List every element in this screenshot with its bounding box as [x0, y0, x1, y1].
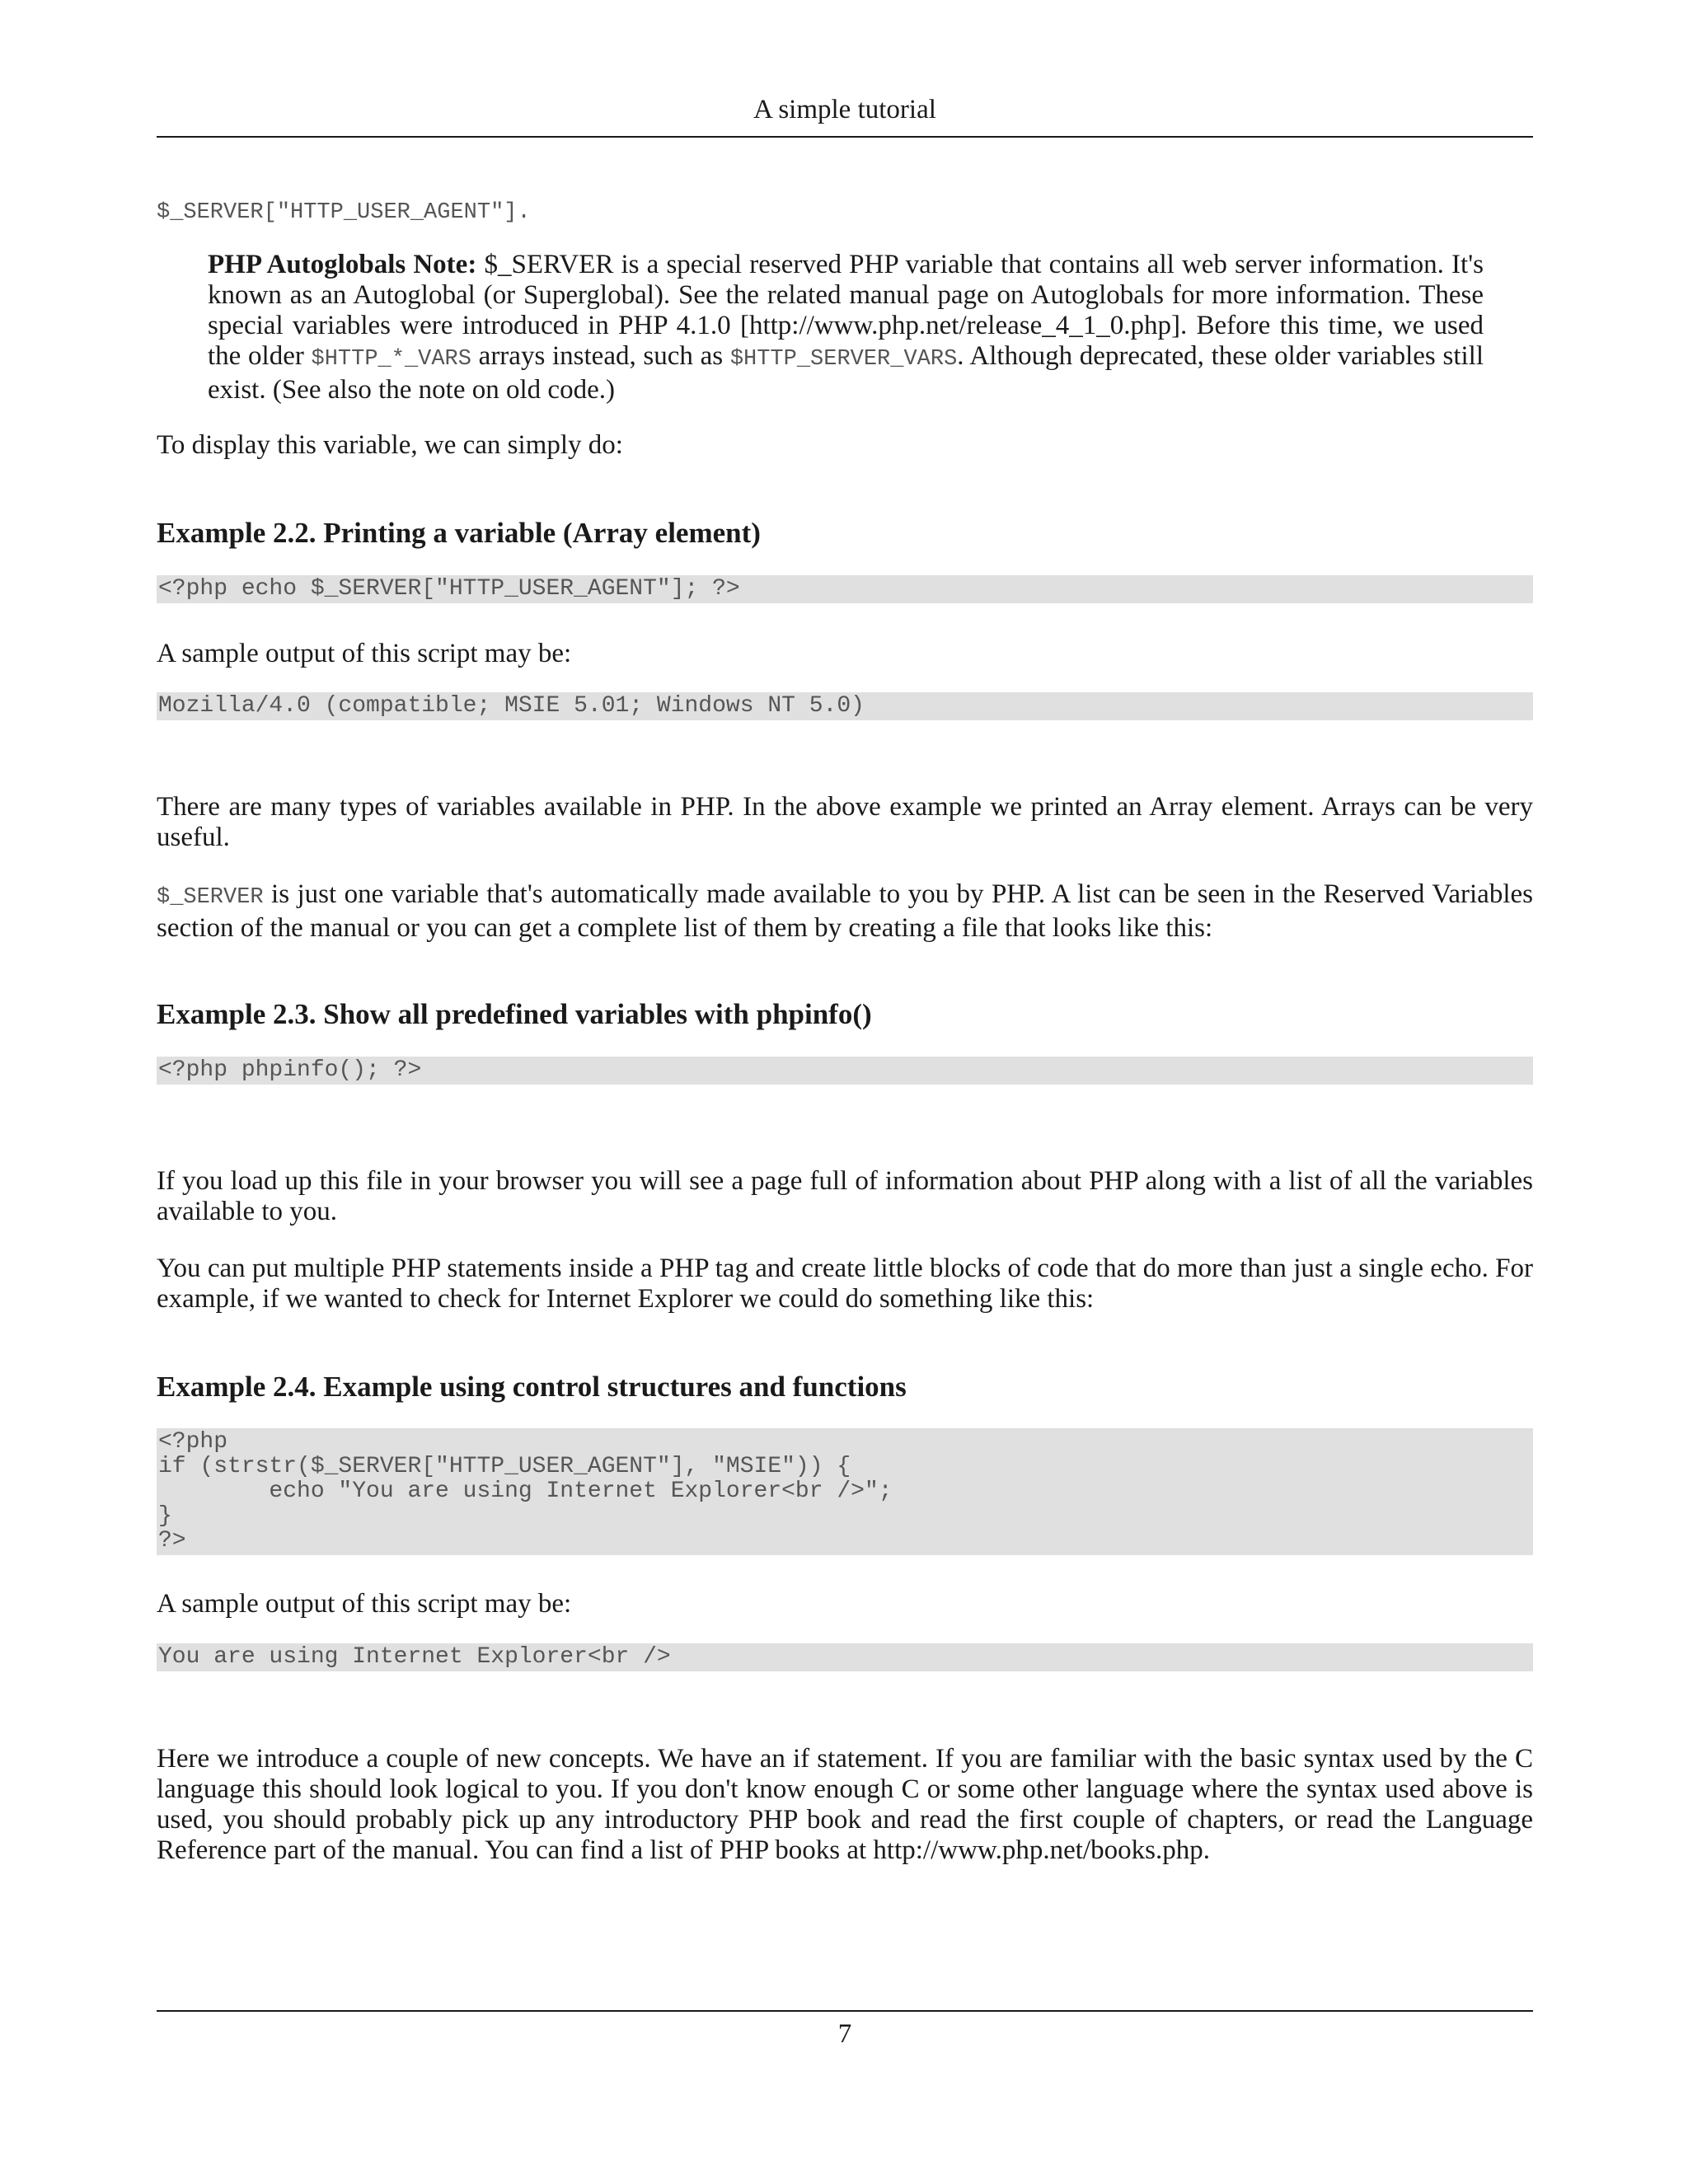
autoglobals-note	[208, 250, 1484, 405]
example-2-2-code: <?php echo $_SERVER["HTTP_USER_AGENT"]; ?>	[157, 575, 1533, 603]
para-display: To display this variable, we can simply do:	[157, 430, 623, 460]
page-content	[157, 198, 1533, 1866]
sample-output-2: You are using Internet Explorer<br />	[157, 1643, 1533, 1671]
server-code: $_SERVER	[157, 885, 264, 910]
header-rule	[157, 136, 1533, 138]
para-variable-types: There are many types of variables available in PHP. In the above example we printed an Array element. Arrays can be very useful.	[157, 792, 1533, 852]
page-number: 7	[837, 2019, 852, 2049]
page	[157, 0, 1533, 2184]
note-text-2: arrays instead, such as	[471, 341, 730, 371]
note-text-1: $_SERVER is a special reserved PHP variable that contains all web server information. It's known as an Autoglobal (or Superglobal). See the related manual page on Autoglobals for more information. These special variables were introduced in PHP 4.1.0 [http://www.php.net/release_4_1_0.php]. Before this time, we used the older	[208, 250, 1484, 371]
note-text-3: . Although deprecated, these older variables still exist. (See also the note on old code.)	[208, 341, 1484, 405]
para-new-concepts: Here we introduce a couple of new concepts. We have an if statement. If you are familiar with the basic syntax used by the C language this should look logical to you. If you don't know enough C or some other language where the syntax used above is used, you should probably pick up any introductory PHP book and read the first couple of chapters, or read the Language Reference part of the manual. You can find a list of PHP books at http://www.php.net/books.php.	[157, 1744, 1533, 1865]
example-2-3-title: Example 2.3. Show all predefined variables with phpinfo()	[157, 998, 872, 1030]
code-line-top: $_SERVER["HTTP_USER_AGENT"].	[157, 200, 531, 225]
para-sample-output-2: A sample output of this script may be:	[157, 1589, 572, 1619]
note-code-2: $HTTP_SERVER_VARS	[729, 347, 958, 372]
server-text: is just one variable that's automatically made available to you by PHP. A list can be seen in the Reserved Variables section of the manual or you can get a complete list of them by creating a file that looks like this:	[157, 879, 1533, 943]
example-2-3-code: <?php phpinfo(); ?>	[157, 1057, 1533, 1085]
para-server-variable	[157, 879, 1533, 944]
note-code-1: $HTTP_*_VARS	[311, 347, 471, 372]
para-load-file: If you load up this file in your browser you will see a page full of information about PHP along with a list of all the variables available to you.	[157, 1166, 1533, 1226]
para-multiple-statements: You can put multiple PHP statements inside a PHP tag and create little blocks of code that do more than just a single echo. For example, if we wanted to check for Internet Explorer we could do something like this:	[157, 1254, 1533, 1314]
example-2-4-code: <?php if (strstr($_SERVER["HTTP_USER_AGENT"], "MSIE")) { echo "You are using Internet Explorer<br />"; } ?>	[157, 1428, 1533, 1555]
example-2-4-title: Example 2.4. Example using control structures and functions	[157, 1371, 907, 1403]
running-header: A simple tutorial	[753, 95, 936, 124]
example-2-2-title: Example 2.2. Printing a variable (Array element)	[157, 517, 761, 549]
para-sample-output-1: A sample output of this script may be:	[157, 639, 572, 668]
footer-rule	[157, 2010, 1533, 2012]
sample-output-1: Mozilla/4.0 (compatible; MSIE 5.01; Windows NT 5.0)	[157, 692, 1533, 720]
note-label: PHP Autoglobals Note:	[208, 250, 477, 279]
